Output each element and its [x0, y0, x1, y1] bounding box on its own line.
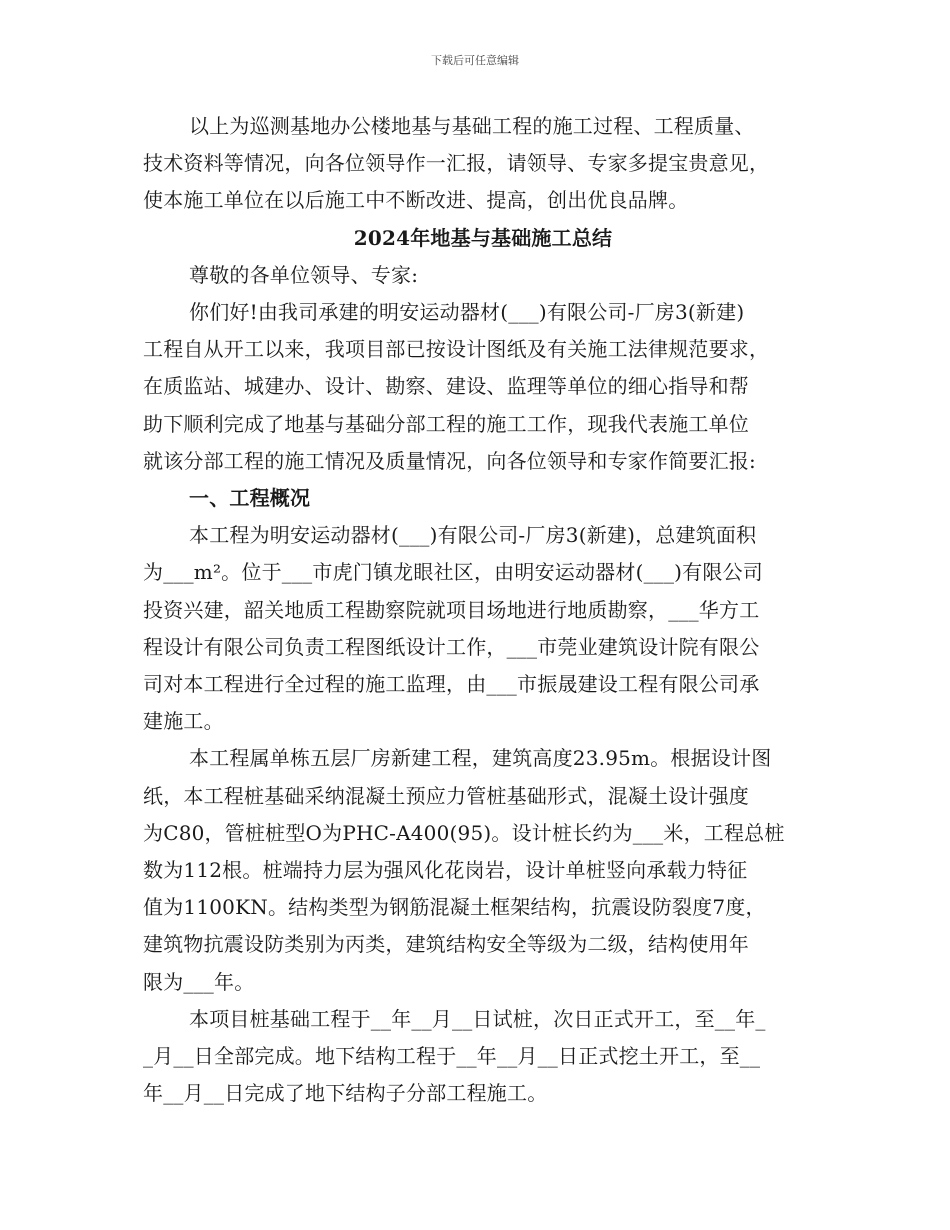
page-header-note: 下载后可任意编辑: [431, 54, 519, 67]
paragraph-line: 投资兴建，韶关地质工程勘察院就项目场地进行地质勘察，___华方工: [143, 597, 760, 622]
paragraph-line: 本项目桩基础工程于__年__月__日试桩，次日正式开工，至__年_: [189, 1006, 766, 1031]
paragraph-line: 本工程为明安运动器材(___)有限公司-厂房3(新建)，总建筑面积: [189, 523, 757, 548]
paragraph-line: 纸，本工程桩基础采纳混凝土预应力管桩基础形式，混凝土设计强度: [143, 783, 749, 808]
paragraph-line: 在质监站、城建办、设计、勘察、建设、监理等单位的细心指导和帮: [143, 374, 749, 399]
paragraph-line: 工程自从开工以来，我项目部已按设计图纸及有关施工法律规范要求，: [143, 337, 770, 362]
paragraph-line: 程设计有限公司负责工程图纸设计工作，___市莞业建筑设计院有限公: [143, 634, 760, 659]
paragraph-line: 就该分部工程的施工情况及质量情况，向各位领导和专家作简要汇报:: [143, 448, 756, 473]
paragraph-line: 限为___年。: [143, 969, 255, 994]
paragraph-line: 以上为巡测基地办公楼地基与基础工程的施工过程、工程质量、: [189, 114, 755, 138]
section-heading: 一、工程概况: [189, 486, 311, 511]
paragraph-line: 建筑物抗震设防类别为丙类，建筑结构安全等级为二级，结构使用年: [143, 932, 749, 957]
paragraph-line: 数为112根。桩端持力层为强风化花岗岩，设计单桩竖向承载力特征: [143, 858, 748, 883]
paragraph-line: 本工程属单栋五层厂房新建工程，建筑高度23.95m。根据设计图: [189, 746, 772, 771]
paragraph-line: 司对本工程进行全过程的施工监理，由___市振晟建设工程有限公司承: [143, 672, 760, 697]
paragraph-line: 使本施工单位在以后施工中不断改进、提高，创出优良品牌。: [143, 188, 689, 213]
document-body: [143, 108, 823, 1112]
paragraph-line: _月__日全部完成。地下结构工程于__年__月__日正式挖土开工，至__: [143, 1044, 761, 1069]
document-title: 2024年地基与基础施工总结: [353, 225, 613, 250]
paragraph-line: 值为1100KN。结构类型为钢筋混凝土框架结构，抗震设防裂度7度，: [143, 895, 766, 920]
paragraph-line: 建施工。: [143, 709, 224, 734]
paragraph-line: 助下顺利完成了地基与基础分部工程的施工工作，现我代表施工单位: [143, 411, 749, 436]
paragraph-line: 你们好!由我司承建的明安运动器材(___)有限公司-厂房3(新建): [189, 300, 745, 325]
paragraph-line: 年__月__日完成了地下结构子分部工程施工。: [143, 1081, 548, 1106]
paragraph-line: 为C80，管桩桩型O为PHC-A400(95)。设计桩长约为___米，工程总桩: [143, 820, 785, 845]
paragraph-line: 为___m²。位于___市虎门镇龙眼社区，由明安运动器材(___)有限公司: [143, 560, 763, 585]
salutation: 尊敬的各单位领导、专家:: [189, 262, 419, 287]
paragraph-line: 技术资料等情况，向各位领导作一汇报，请领导、专家多提宝贵意见，: [143, 151, 770, 176]
